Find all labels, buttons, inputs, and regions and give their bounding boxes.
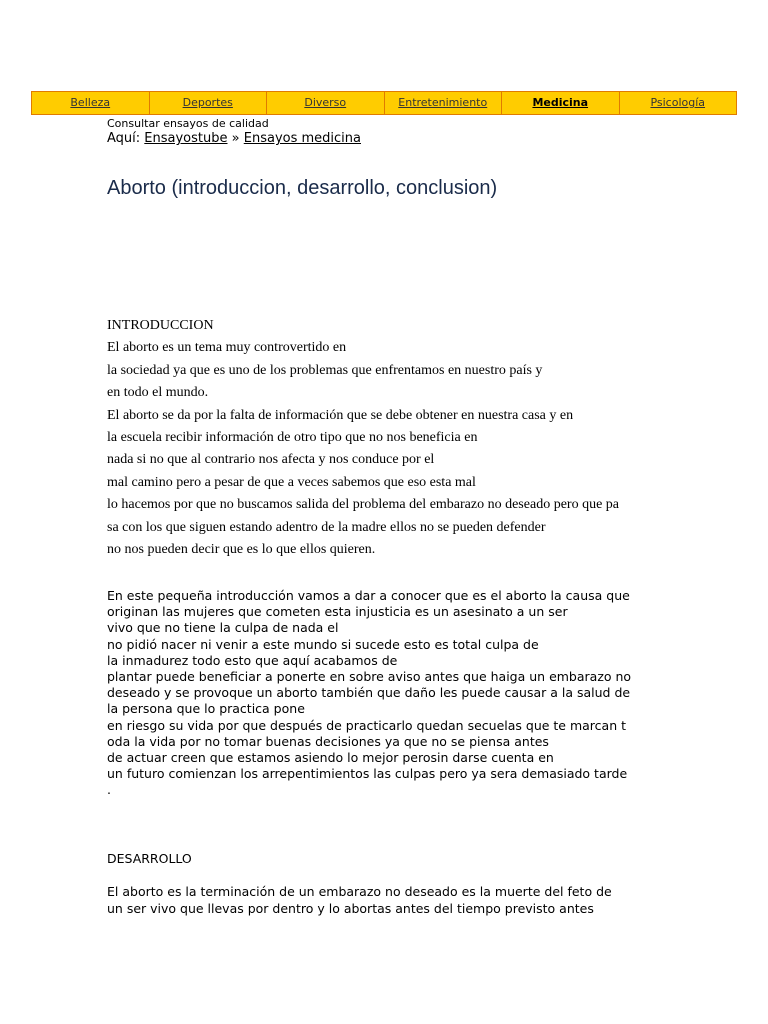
- text-line: mal camino pero a pesar de que a veces sabemos que eso esta mal: [107, 474, 476, 490]
- text-line: en todo el mundo.: [107, 385, 209, 401]
- text-line: INTRODUCCION: [107, 318, 214, 333]
- page-title: Aborto (introduccion, desarrollo, conclusion): [107, 177, 498, 199]
- nav-item-belleza[interactable]: Belleza: [32, 92, 150, 114]
- text-line: nada si no que al contrario nos afecta y nos conduce por el: [107, 452, 435, 468]
- breadcrumb: [107, 131, 361, 146]
- text-line: .: [107, 782, 111, 798]
- text-line: la escuela recibir información de otro tipo que no nos beneficia en: [107, 430, 478, 446]
- text-line: originan las mujeres que cometen esta injusticia es un asesinato a un ser: [107, 604, 568, 620]
- text-line: no nos pueden decir que es lo que ellos quieren.: [107, 542, 376, 558]
- text-line: la persona que lo practica pone: [107, 701, 305, 717]
- text-line: la sociedad ya que es uno de los problemas que enfrentamos en nuestro país y: [107, 362, 543, 378]
- text-line: plantar puede beneficiar a ponerte en sobre aviso antes que haiga un embarazo no: [107, 669, 632, 685]
- text-line: lo hacemos por que no buscamos salida del problema del embarazo no deseado pero que pa: [107, 497, 619, 513]
- breadcrumb-section-link[interactable]: Ensayos medicina: [243, 131, 361, 146]
- text-line: de actuar creen que estamos asiendo lo mejor perosin darse cuenta en: [107, 750, 554, 766]
- nav-item-deportes[interactable]: Deportes: [150, 92, 268, 114]
- text-line: sa con los que siguen estando adentro de la madre ellos no se pueden defender: [107, 519, 546, 535]
- text-line: El aborto se da por la falta de información que se debe obtener en nuestra casa y en: [107, 407, 574, 423]
- text-line: vivo que no tiene la culpa de nada el: [107, 620, 339, 636]
- text-line: un ser vivo que llevas por dentro y lo abortas antes del tiempo previsto antes: [107, 901, 594, 916]
- text-line: un futuro comienzan los arrepentimientos las culpas pero ya sera demasiado tarde: [107, 766, 628, 782]
- text-line: En este pequeña introducción vamos a dar a conocer que es el aborto la causa que: [107, 588, 630, 603]
- site-tagline: Consultar ensayos de calidad: [107, 117, 269, 130]
- text-line: en riesgo su vida por que después de practicarlo quedan secuelas que te marcan t: [107, 717, 626, 733]
- text-line: no pidió nacer ni venir a este mundo si sucede esto es total culpa de: [107, 636, 539, 652]
- desarrollo-heading: DESARROLLO: [107, 851, 192, 866]
- breadcrumb-prefix: Aquí:: [107, 131, 141, 146]
- category-nav: [31, 91, 737, 115]
- nav-item-entretenimiento[interactable]: Entretenimiento: [385, 92, 503, 114]
- breadcrumb-separator: »: [231, 131, 240, 146]
- text-line: El aborto es la terminación de un embarazo no deseado es la muerte del feto de: [107, 884, 612, 899]
- nav-item-medicina[interactable]: Medicina: [502, 92, 620, 114]
- nav-item-psicologia[interactable]: Psicología: [650, 96, 706, 109]
- desarrollo-text: [107, 883, 707, 917]
- breadcrumb-home-link[interactable]: Ensayostube: [144, 131, 228, 146]
- text-line: deseado y se provoque un aborto también que daño les puede causar a la salud de: [107, 685, 631, 701]
- introduction-text: [107, 315, 707, 561]
- text-line: la inmadurez todo esto que aquí acabamos de: [107, 652, 398, 668]
- nav-item-diverso[interactable]: Diverso: [267, 92, 385, 114]
- text-line: El aborto es un tema muy controvertido en: [107, 340, 347, 356]
- text-line: oda la vida por no tomar buenas decisiones ya que no se piensa antes: [107, 733, 549, 749]
- paragraph-text: [107, 588, 707, 799]
